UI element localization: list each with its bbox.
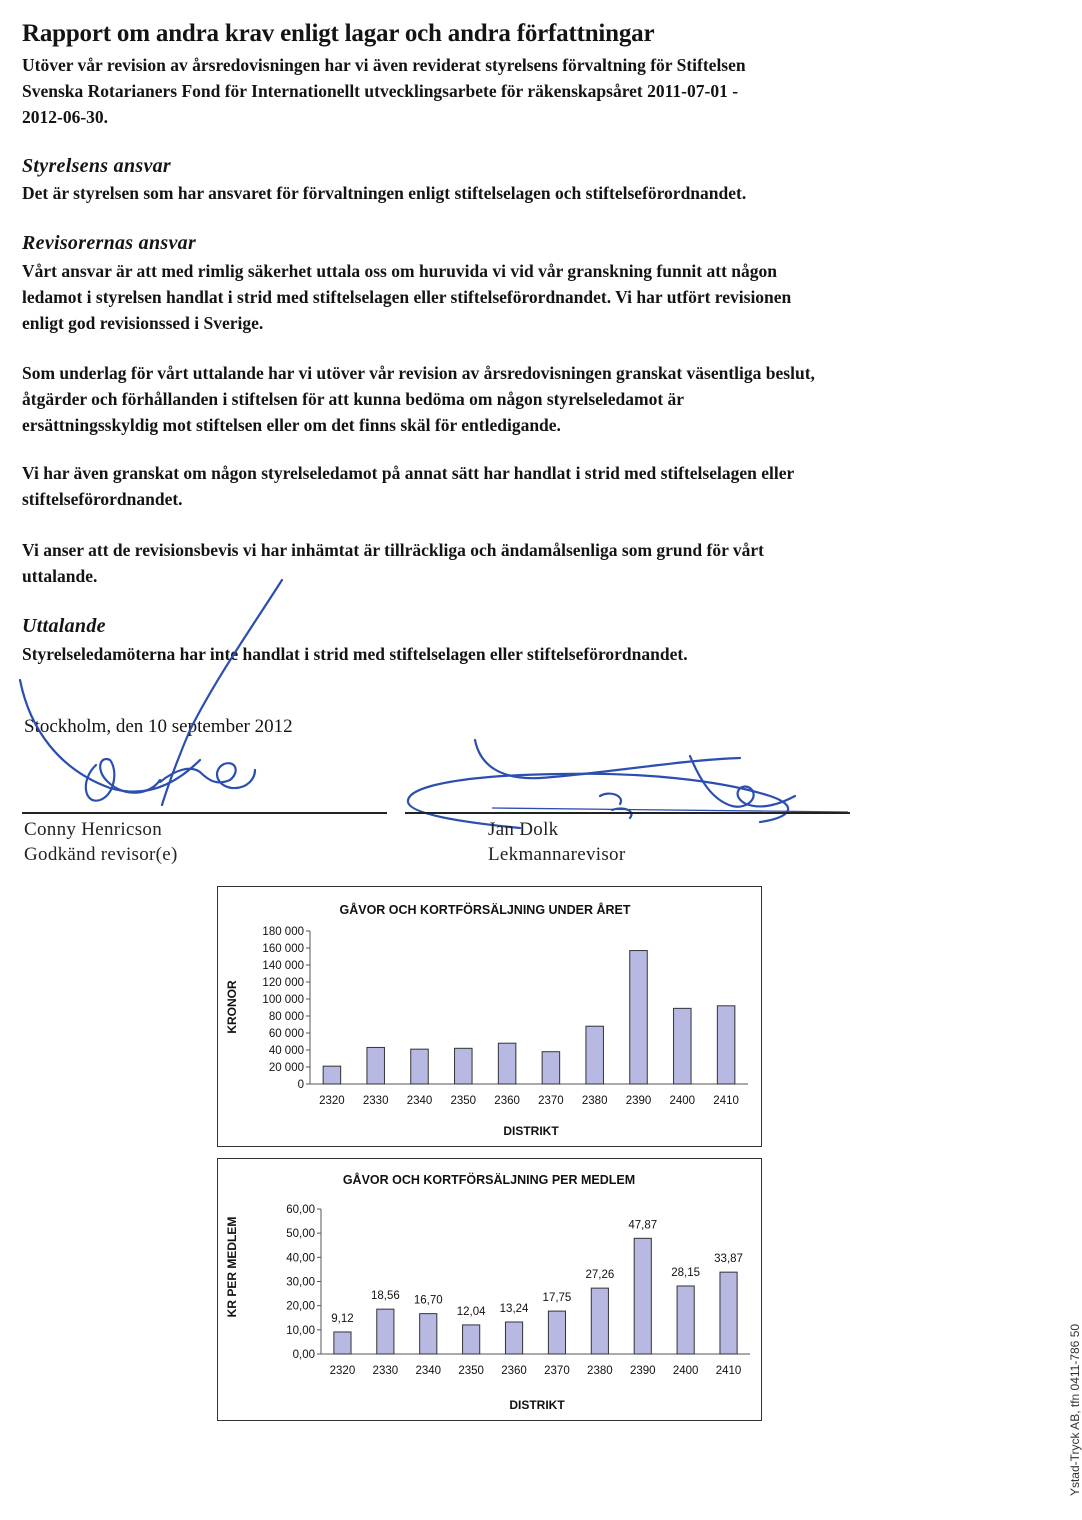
chart-gavor-under-aret-svg — [218, 887, 761, 1146]
signer1-name: Conny Henricson — [24, 819, 163, 840]
underlag-paragraph — [22, 360, 815, 438]
y-tick-label: 0,00 — [292, 1349, 315, 1361]
bar — [674, 1008, 692, 1084]
y-tick-label: 40,00 — [286, 1252, 315, 1265]
intro-line: Utöver vår revision av årsredovisningen har vi även reviderat styrelsens förvaltning för Stiftelsen — [22, 55, 746, 75]
y-tick-label: 40 000 — [268, 1045, 304, 1057]
place-date: Stockholm, den 10 september 2012 — [24, 716, 293, 737]
granskat-line: Vi har även granskat om någon styrelseledamot på annat sätt har handlat i strid med stiftelselagen eller — [22, 463, 795, 483]
x-tick-label: 2410 — [713, 1095, 739, 1107]
signature-line-right — [405, 812, 850, 814]
data-label: 16,70 — [413, 1294, 443, 1307]
uttalande-text: Styrelseledamöterna har inte handlat i strid med stiftelselagen eller stiftelseförordnandet. — [22, 644, 688, 664]
bar — [455, 1048, 473, 1084]
bar — [377, 1309, 394, 1354]
y-tick-label: 20,00 — [286, 1300, 315, 1313]
signature-right-stroke — [408, 774, 788, 828]
y-tick-label: 140 000 — [262, 960, 304, 972]
x-tick-label: 2320 — [319, 1095, 345, 1107]
y-tick-label: 80 000 — [268, 1011, 304, 1023]
anser-line: uttalande. — [22, 566, 98, 586]
chart-gavor-per-medlem-svg — [218, 1159, 761, 1420]
revisorernas-line: Vårt ansvar är att med rimlig säkerhet uttala oss om huruvida vi vid vår granskning funnit att någon — [22, 261, 777, 281]
chart-gavor-under-aret — [217, 886, 762, 1147]
bar — [505, 1322, 522, 1354]
x-tick-label: 2380 — [587, 1365, 613, 1377]
revisorernas-heading: Revisorernas ansvar — [22, 232, 197, 254]
signature-left-stroke — [86, 759, 160, 801]
signer1-role: Godkänd revisor(e) — [24, 844, 178, 865]
bar — [677, 1286, 694, 1354]
x-tick-label: 2390 — [629, 1365, 656, 1377]
bar — [498, 1043, 516, 1084]
bar — [586, 1026, 604, 1084]
intro-line: Svenska Rotarianers Fond för Internationellt utvecklingsarbete för räkenskapsåret 2011-07-01 - — [22, 81, 739, 101]
underlag-line: åtgärder och förhållanden i stiftelsen för att kunna bedöma om någon styrelseledamot är — [22, 389, 685, 409]
chart-gavor-per-medlem — [217, 1158, 762, 1421]
data-label: 12,04 — [456, 1305, 486, 1318]
revisorernas-line: ledamot i styrelsen handlat i strid med stiftelselagen eller stiftelseförordnandet. Vi har utfört revisionen — [22, 287, 792, 307]
x-tick-label: 2390 — [625, 1095, 652, 1107]
printer-side-text: Ystad-Tryck AB, tfn 0411-786 50 — [1068, 1323, 1082, 1497]
granskat-line: stiftelseförordnandet. — [22, 489, 183, 509]
x-tick-label: 2320 — [329, 1365, 356, 1377]
uttalande-heading: Uttalande — [22, 615, 106, 637]
data-label: 18,56 — [370, 1290, 400, 1303]
data-label: 28,15 — [671, 1266, 701, 1279]
y-tick-label: 0 — [297, 1079, 304, 1091]
y-tick-label: 20 000 — [268, 1062, 304, 1074]
bar — [717, 1006, 735, 1084]
data-label: 47,87 — [628, 1219, 658, 1232]
x-tick-label: 2370 — [544, 1365, 570, 1377]
signature-line-left — [22, 812, 387, 814]
x-tick-label: 2330 — [362, 1095, 389, 1107]
styrelsens-text: Det är styrelsen som har ansvaret för förvaltningen enligt stiftelselagen och stiftelseförordnandet. — [22, 183, 747, 203]
y-tick-label: 160 000 — [262, 943, 304, 955]
underlag-line: ersättningsskyldig mot stiftelsen eller om det finns skäl för entledigande. — [22, 415, 561, 435]
intro-paragraph — [22, 52, 746, 130]
underlag-line: Som underlag för vårt uttalande har vi utöver vår revision av årsredovisningen granskat väsentliga beslut, — [22, 363, 815, 383]
revisorernas-paragraph — [22, 258, 791, 336]
y-tick-label: 60,00 — [286, 1204, 315, 1216]
y-axis-label: KR PER MEDLEM — [225, 1216, 239, 1318]
bar — [542, 1052, 560, 1084]
chart-title: GÅVOR OCH KORTFÖRSÄLJNING UNDER ÅRET — [339, 903, 631, 917]
y-tick-label: 100 000 — [262, 994, 304, 1006]
x-tick-label: 2350 — [450, 1095, 477, 1107]
data-label: 33,87 — [714, 1253, 743, 1266]
x-tick-label: 2350 — [458, 1365, 484, 1377]
y-tick-label: 10,00 — [286, 1324, 315, 1337]
y-tick-label: 50,00 — [286, 1228, 315, 1241]
x-tick-label: 2340 — [415, 1365, 442, 1377]
bar — [420, 1314, 437, 1354]
x-tick-label: 2380 — [581, 1095, 608, 1107]
data-label: 9,12 — [331, 1312, 354, 1325]
signature-right-stroke — [600, 794, 631, 818]
bar — [411, 1049, 429, 1084]
bar — [591, 1288, 608, 1354]
x-tick-label: 2360 — [494, 1095, 520, 1107]
bar — [463, 1325, 480, 1354]
bar — [334, 1332, 351, 1354]
x-tick-label: 2370 — [538, 1095, 564, 1107]
bar — [367, 1047, 385, 1084]
report-title: Rapport om andra krav enligt lagar och andra författningar — [22, 20, 655, 47]
anser-line: Vi anser att de revisionsbevis vi har inhämtat är tillräckliga och ändamålsenliga som grund för vårt — [22, 540, 764, 560]
y-tick-label: 60 000 — [268, 1028, 304, 1040]
signer2-name: Jan Dolk — [488, 819, 559, 840]
bar — [548, 1311, 565, 1354]
bar — [630, 951, 648, 1084]
chart-title: GÅVOR OCH KORTFÖRSÄLJNING PER MEDLEM — [342, 1173, 636, 1187]
bar — [323, 1066, 341, 1084]
x-tick-label: 2410 — [715, 1365, 742, 1377]
bar — [634, 1238, 651, 1354]
data-label: 13,24 — [499, 1303, 529, 1316]
y-tick-label: 30,00 — [286, 1276, 315, 1289]
x-tick-label: 2400 — [669, 1095, 696, 1107]
signer2-role: Lekmannarevisor — [488, 844, 626, 865]
y-axis-label: KRONOR — [225, 980, 239, 1034]
revisorernas-line: enligt god revisionssed i Sverige. — [22, 313, 264, 333]
y-tick-label: 120 000 — [262, 977, 304, 989]
data-label: 27,26 — [585, 1269, 615, 1282]
y-tick-label: 180 000 — [262, 926, 304, 938]
granskat-paragraph — [22, 460, 794, 512]
x-tick-label: 2340 — [406, 1095, 433, 1107]
x-tick-label: 2400 — [672, 1365, 699, 1377]
signature-right-stroke — [475, 740, 740, 778]
x-axis-label: DISTRIKT — [503, 1124, 559, 1138]
data-label: 17,75 — [542, 1292, 572, 1305]
styrelsens-heading: Styrelsens ansvar — [22, 155, 172, 177]
x-axis-label: DISTRIKT — [509, 1398, 565, 1412]
intro-line: 2012-06-30. — [22, 107, 109, 127]
x-tick-label: 2360 — [501, 1365, 527, 1377]
bar — [720, 1272, 737, 1354]
x-tick-label: 2330 — [372, 1365, 399, 1377]
